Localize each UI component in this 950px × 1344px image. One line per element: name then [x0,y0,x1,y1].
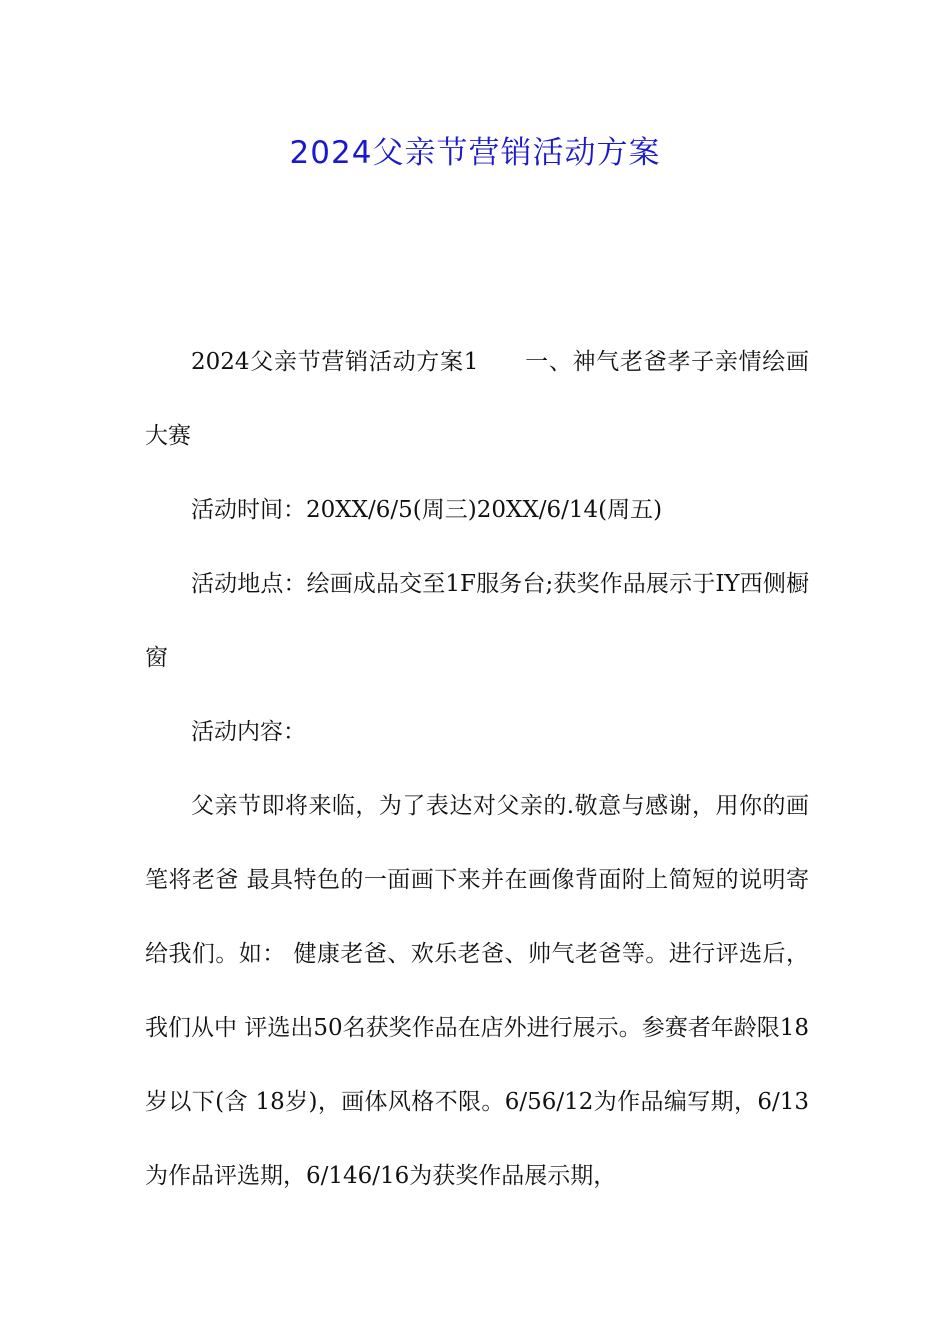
paragraph-activity-content-label: 活动内容： [191,719,306,745]
paragraph-intro-heading: 2024父亲节营销活动方案1 [191,349,479,375]
paragraph-activity-time: 活动时间：20XX/6/5(周三)20XX/6/14(周五) [191,497,663,523]
document-title: 2024父亲节营销活动方案 [289,135,661,171]
paragraph-activity-content: 父亲节即将来临，为了表达对父亲的.敬意与感谢，用你的画笔将老爸 最具特色的一面画下来并在画像背面附上简短的说明寄给我们。如： 健康老爸、欢乐老爸、帅气老爸等。进行评选后，我们从中 评选出50名获奖作品在店外进行展示。参赛者年龄限18岁以下(含 18岁)，画体风格不限。6/56/12为作品编写期，6/13为作品评选期，6/146/16为获奖作品展示期， [145,793,809,1189]
paragraph-activity-location: 活动地点：绘画成品交至1F服务台;获奖作品展示于IY西侧橱窗 [145,571,809,671]
paragraph-intro-section: 一、神气老爸孝子亲情绘画大赛 [145,349,810,449]
paragraph-intro [145,325,809,473]
